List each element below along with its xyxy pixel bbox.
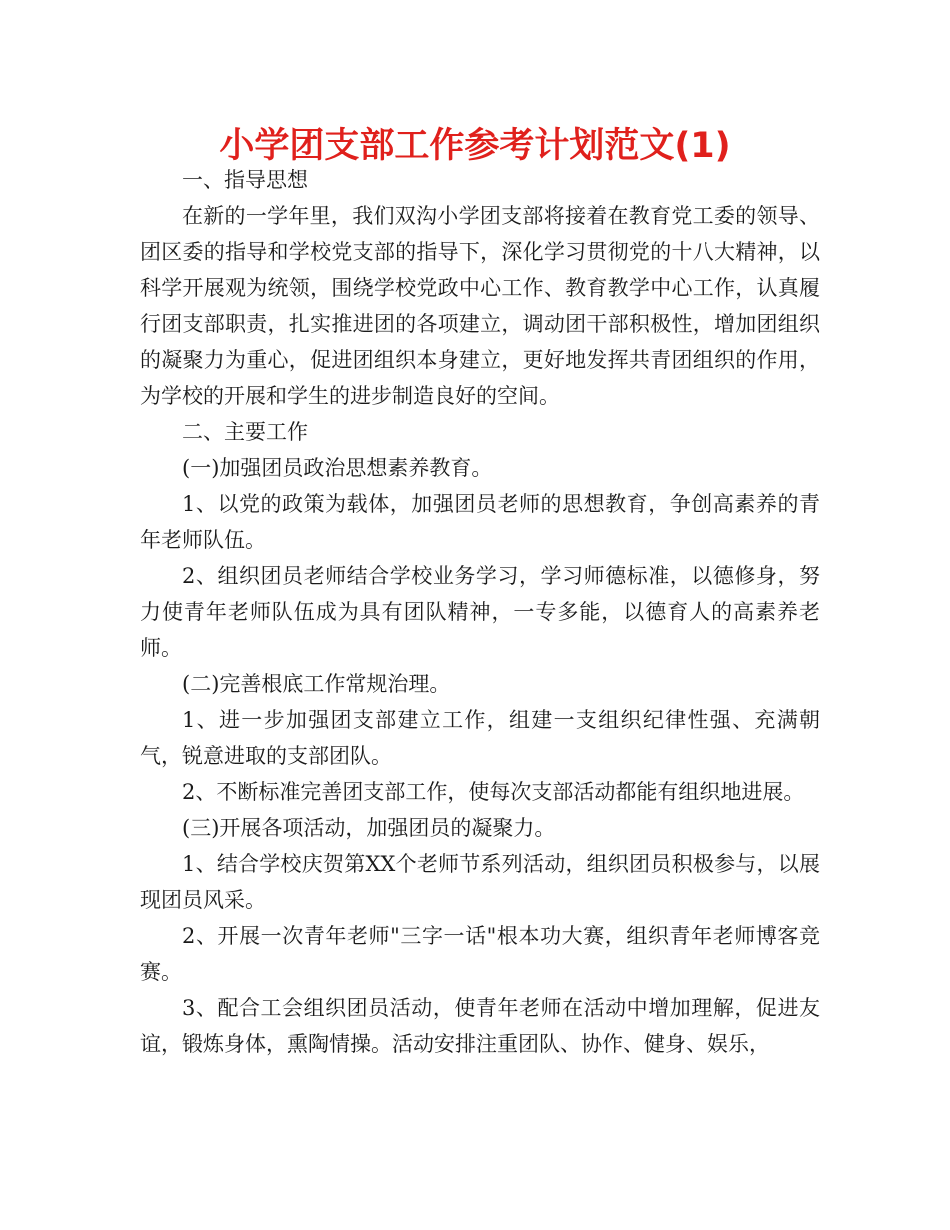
heading-main-work: 二、主要工作 [182,420,308,444]
item-paragraph: 2、开展一次青年老师"三字一话"根本功大赛，组织青年老师博客竞赛。 [140,924,820,984]
document-title: 小学团支部工作参考计划范文(1) [219,126,731,166]
item-paragraph: 1、以党的政策为载体，加强团员老师的思想教育，争创高素养的青年老师队伍。 [140,492,820,552]
item-paragraph: 2、组织团员老师结合学校业务学习，学习师德标准，以德修身，努力使青年老师队伍成为具有团队精神，一专多能，以德育人的高素养老师。 [140,564,820,660]
subheading-political-education: (一)加强团员政治思想素养教育。 [182,456,493,480]
subheading-basic-work: (二)完善根底工作常规治理。 [182,672,451,696]
item-paragraph: 1、进一步加强团支部建立工作，组建一支组织纪律性强、充满朝气，锐意进取的支部团队。 [140,708,820,768]
item-paragraph: 2、不断标准完善团支部工作，使每次支部活动都能有组织地进展。 [182,780,805,804]
item-paragraph: 3、配合工会组织团员活动，使青年老师在活动中增加理解，促进友谊，锻炼身体，熏陶情操。活动安排注重团队、协作、健身、娱乐， [140,996,820,1056]
document-body [140,162,820,1062]
subheading-activities: (三)开展各项活动，加强团员的凝聚力。 [182,816,556,840]
heading-guiding-ideology: 一、指导思想 [182,168,308,192]
item-paragraph: 1、结合学校庆贺第XX个老师节系列活动，组织团员积极参与，以展现团员风采。 [140,852,820,912]
paragraph-guiding-ideology: 在新的一学年里，我们双沟小学团支部将接着在教育党工委的领导、团区委的指导和学校党支部的指导下，深化学习贯彻党的十八大精神，以科学开展观为统领，围绕学校党政中心工作、教育教学中心工作，认真履行团支部职责，扎实推进团的各项建立，调动团干部积极性，增加团组织的凝聚力为重心，促进团组织本身建立，更好地发挥共青团组织的作用，为学校的开展和学生的进步制造良好的空间。 [140,204,820,408]
